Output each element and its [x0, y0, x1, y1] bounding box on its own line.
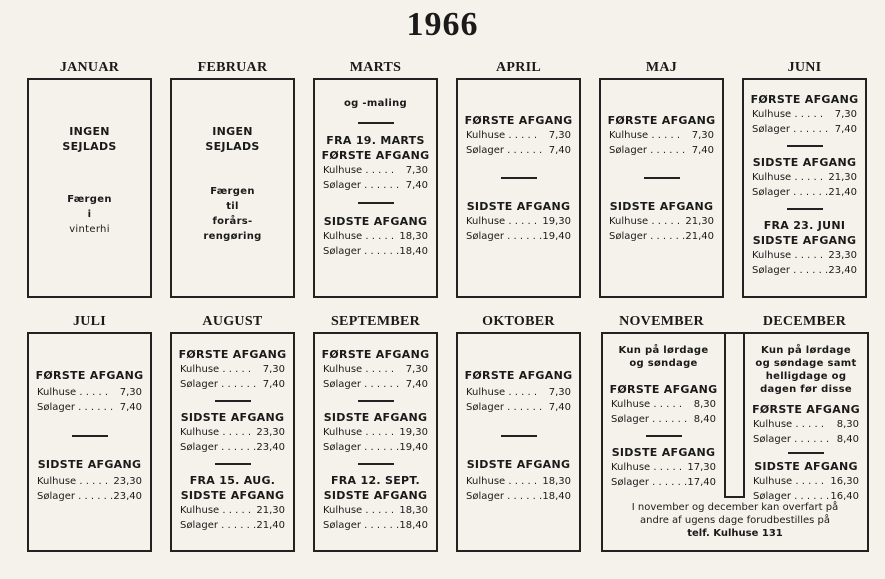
last-kulhuse-row: Kulhuse . . . . . 23,30	[37, 476, 142, 487]
time: 17,40	[687, 477, 716, 488]
time: 8,40	[836, 434, 859, 445]
ferry-note-line3: vinterhi	[69, 224, 110, 235]
month-september: SEPTEMBER	[330, 314, 421, 329]
time: 23,30	[256, 427, 285, 438]
footnote-phone: telf. Kulhuse 131	[687, 528, 783, 539]
separator	[644, 177, 680, 179]
last-departure-heading: SIDSTE AFGANG	[466, 200, 571, 213]
time: 23,40	[828, 265, 857, 276]
month-januar: JANUAR	[59, 60, 120, 75]
last-kulhuse-row: Kulhuse . . . . . 19,30	[323, 427, 428, 438]
time: 18,40	[542, 491, 571, 502]
first-solager-row: Sølager . . . . . . 8,40	[611, 414, 716, 425]
first-kulhuse-row: Kulhuse . . . . . 8,30	[611, 399, 716, 410]
month-maj: MAJ	[645, 60, 678, 75]
time: 8,30	[693, 399, 716, 410]
last2-solager-row: Sølager . . . . . . 18,40	[323, 520, 428, 531]
box-januar	[27, 78, 152, 298]
dec-note-line1: Kun på lørdage	[761, 345, 851, 356]
first-solager-row: Sølager . . . . . . 7,40	[466, 402, 571, 413]
last2-kulhuse-row: Kulhuse . . . . . 18,30	[323, 505, 428, 516]
time: 18,40	[399, 520, 428, 531]
separator	[358, 400, 394, 402]
time: 21,40	[685, 231, 714, 242]
month-juli: JULI	[72, 314, 107, 329]
time: 17,30	[687, 462, 716, 473]
first-departure-heading: FØRSTE AFGANG	[321, 149, 430, 162]
last-departure-heading-2: SIDSTE AFGANG	[180, 489, 285, 502]
no-sailing-line2: SEJLADS	[205, 140, 260, 153]
last-kulhuse-row: Kulhuse . . . . . 23,30	[180, 427, 285, 438]
box-maj	[599, 78, 724, 298]
nov-note-line1: Kun på lørdage	[618, 345, 709, 356]
first-departure-heading: FØRSTE AFGANG	[464, 114, 573, 127]
box-marts	[313, 78, 438, 298]
winter-footnote	[603, 501, 867, 540]
dec-note-line2: og søndage samt	[755, 358, 857, 369]
separator	[501, 435, 537, 437]
separator	[215, 463, 251, 465]
first-solager-row: Sølager . . . . . . 7,40	[323, 180, 428, 191]
time: 7,40	[834, 124, 857, 135]
last-solager-row: Sølager . . . . . . 19,40	[466, 231, 571, 242]
first-departure-heading: FØRSTE AFGANG	[752, 403, 860, 416]
last-departure-heading: SIDSTE AFGANG	[180, 411, 285, 424]
last2-solager-row: Sølager . . . . . . 23,40	[752, 265, 857, 276]
box-oktober	[456, 332, 581, 552]
last-departure-heading: SIDSTE AFGANG	[754, 460, 858, 473]
separator	[788, 452, 824, 454]
ferry-note-line2: til	[226, 201, 239, 212]
separator	[358, 463, 394, 465]
last-solager-row: Sølager . . . . . . 16,40	[753, 491, 859, 502]
last2-kulhuse-row: Kulhuse . . . . . 23,30	[752, 250, 857, 261]
time: 23,30	[113, 476, 142, 487]
last-departure-heading: SIDSTE AFGANG	[37, 458, 142, 471]
box-september	[313, 332, 438, 552]
month-oktober: OKTOBER	[482, 314, 555, 329]
time: 23,40	[113, 491, 142, 502]
divider-vertical	[724, 332, 726, 498]
last-solager-row: Sølager . . . . . . 19,40	[323, 442, 428, 453]
separator	[358, 122, 394, 124]
time: 21,30	[828, 172, 857, 183]
time: 19,30	[399, 427, 428, 438]
last-solager-row: Sølager . . . . . . 23,40	[180, 442, 285, 453]
first-departure-heading: FØRSTE AFGANG	[178, 348, 287, 361]
last-solager-row: Sølager . . . . . . 21,40	[609, 231, 714, 242]
first-departure-heading: FØRSTE AFGANG	[464, 369, 573, 382]
time: 21,40	[828, 187, 857, 198]
continuation-note: og -maling	[344, 98, 407, 109]
last-departure-heading: SIDSTE AFGANG	[609, 200, 714, 213]
dec-note-line3: helligdage og	[765, 371, 847, 382]
last-departure-heading: SIDSTE AFGANG	[752, 156, 857, 169]
year-title: 1966	[406, 6, 479, 43]
time: 18,40	[399, 246, 428, 257]
month-april: APRIL	[495, 60, 542, 75]
first-departure-heading: FØRSTE AFGANG	[607, 114, 716, 127]
separator	[215, 400, 251, 402]
nov-note-line2: og søndage	[629, 358, 698, 369]
from-date: FRA 23. JUNI	[763, 219, 846, 232]
last-departure-heading: SIDSTE AFGANG	[466, 458, 571, 471]
time: 7,30	[834, 109, 857, 120]
ferry-note-line3: forårs-	[212, 216, 253, 227]
last-kulhuse-row: Kulhuse . . . . . 17,30	[611, 462, 716, 473]
time: 7,30	[405, 364, 428, 375]
separator	[787, 208, 823, 210]
last-kulhuse-row: Kulhuse . . . . . 21,30	[609, 216, 714, 227]
last2-kulhuse-row: Kulhuse . . . . . 21,30	[180, 505, 285, 516]
dec-note-line4: dagen før disse	[760, 384, 852, 395]
first-departure-heading: FØRSTE AFGANG	[35, 369, 144, 382]
time: 7,40	[548, 145, 571, 156]
ferry-note-line1: Færgen	[67, 194, 112, 205]
time: 23,30	[828, 250, 857, 261]
separator	[787, 145, 823, 147]
separator	[72, 435, 108, 437]
last-kulhuse-row: Kulhuse . . . . . 18,30	[323, 231, 428, 242]
last-departure-heading: SIDSTE AFGANG	[323, 411, 428, 424]
time: 7,30	[262, 364, 285, 375]
first-kulhuse-row: Kulhuse . . . . . 7,30	[180, 364, 285, 375]
first-kulhuse-row: Kulhuse . . . . . 8,30	[753, 419, 859, 430]
time: 7,30	[405, 165, 428, 176]
footnote-line1: I november og december kan overfart på	[631, 502, 839, 513]
time: 8,30	[836, 419, 859, 430]
first-kulhuse-row: Kulhuse . . . . . 7,30	[466, 130, 571, 141]
time: 7,30	[548, 130, 571, 141]
footnote-line2: andre af ugens dage forudbestilles på	[640, 515, 830, 526]
time: 21,30	[685, 216, 714, 227]
month-februar: FEBRUAR	[197, 60, 268, 75]
time: 7,40	[119, 402, 142, 413]
november-content	[603, 344, 724, 490]
last-departure-heading: SIDSTE AFGANG	[323, 215, 428, 228]
last-solager-row: Sølager . . . . . . 18,40	[323, 246, 428, 257]
time: 7,40	[691, 145, 714, 156]
no-sailing-line1: INGEN	[69, 125, 110, 138]
first-solager-row: Sølager . . . . . . 7,40	[609, 145, 714, 156]
separator	[501, 177, 537, 179]
time: 19,40	[542, 231, 571, 242]
first-kulhuse-row: Kulhuse . . . . . 7,30	[37, 387, 142, 398]
time: 7,30	[691, 130, 714, 141]
first-solager-row: Sølager . . . . . . 7,40	[180, 379, 285, 390]
last-departure-heading-2: SIDSTE AFGANG	[323, 489, 428, 502]
last-departure-heading-2: SIDSTE AFGANG	[752, 234, 857, 247]
month-august: AUGUST	[202, 314, 263, 329]
first-solager-row: Sølager . . . . . . 7,40	[466, 145, 571, 156]
no-sailing-line1: INGEN	[212, 125, 253, 138]
box-juli	[27, 332, 152, 552]
month-marts: MARTS	[349, 60, 402, 75]
time: 7,40	[548, 402, 571, 413]
separator	[646, 435, 682, 437]
time: 8,40	[693, 414, 716, 425]
time: 19,40	[399, 442, 428, 453]
time: 19,30	[542, 216, 571, 227]
last-kulhuse-row: Kulhuse . . . . . 19,30	[466, 216, 571, 227]
ferry-note-line1: Færgen	[210, 186, 255, 197]
box-juni	[742, 78, 867, 298]
time: 21,30	[256, 505, 285, 516]
time: 18,30	[542, 476, 571, 487]
time: 18,30	[399, 505, 428, 516]
ferry-note-line2: i	[87, 209, 92, 220]
last2-solager-row: Sølager . . . . . . 21,40	[180, 520, 285, 531]
first-solager-row: Sølager . . . . . . 7,40	[752, 124, 857, 135]
last-solager-row: Sølager . . . . . . 17,40	[611, 477, 716, 488]
time: 21,40	[256, 520, 285, 531]
time: 7,30	[548, 387, 571, 398]
december-content	[745, 344, 867, 504]
time: 16,30	[830, 476, 859, 487]
last-solager-row: Sølager . . . . . . 21,40	[752, 187, 857, 198]
last-solager-row: Sølager . . . . . . 23,40	[37, 491, 142, 502]
first-kulhuse-row: Kulhuse . . . . . 7,30	[609, 130, 714, 141]
first-kulhuse-row: Kulhuse . . . . . 7,30	[323, 165, 428, 176]
box-februar	[170, 78, 295, 298]
divider-horizontal	[724, 496, 745, 498]
time: 7,40	[262, 379, 285, 390]
first-kulhuse-row: Kulhuse . . . . . 7,30	[466, 387, 571, 398]
first-solager-row: Sølager . . . . . . 8,40	[753, 434, 859, 445]
last-kulhuse-row: Kulhuse . . . . . 21,30	[752, 172, 857, 183]
first-solager-row: Sølager . . . . . . 7,40	[37, 402, 142, 413]
last-kulhuse-row: Kulhuse . . . . . 18,30	[466, 476, 571, 487]
month-november: NOVEMBER	[619, 314, 704, 329]
time: 7,30	[119, 387, 142, 398]
from-date: FRA 15. AUG.	[189, 474, 276, 487]
time: 23,40	[256, 442, 285, 453]
time: 7,40	[405, 180, 428, 191]
first-departure-heading: FØRSTE AFGANG	[321, 348, 430, 361]
month-december: DECEMBER	[762, 314, 847, 329]
time: 7,40	[405, 379, 428, 390]
first-departure-heading: FØRSTE AFGANG	[750, 93, 859, 106]
last-kulhuse-row: Kulhuse . . . . . 16,30	[753, 476, 859, 487]
no-sailing-line2: SEJLADS	[62, 140, 117, 153]
first-kulhuse-row: Kulhuse . . . . . 7,30	[752, 109, 857, 120]
month-juni: JUNI	[787, 60, 822, 75]
box-april	[456, 78, 581, 298]
first-departure-heading: FØRSTE AFGANG	[609, 383, 718, 396]
first-kulhuse-row: Kulhuse . . . . . 7,30	[323, 364, 428, 375]
time: 16,40	[830, 491, 859, 502]
separator	[358, 202, 394, 204]
first-solager-row: Sølager . . . . . . 7,40	[323, 379, 428, 390]
from-date: FRA 19. MARTS	[326, 134, 425, 147]
last-departure-heading: SIDSTE AFGANG	[611, 446, 716, 459]
last-solager-row: Sølager . . . . . . 18,40	[466, 491, 571, 502]
from-date: FRA 12. SEPT.	[330, 474, 421, 487]
ferry-note-line4: rengøring	[203, 231, 262, 242]
box-august	[170, 332, 295, 552]
time: 18,30	[399, 231, 428, 242]
